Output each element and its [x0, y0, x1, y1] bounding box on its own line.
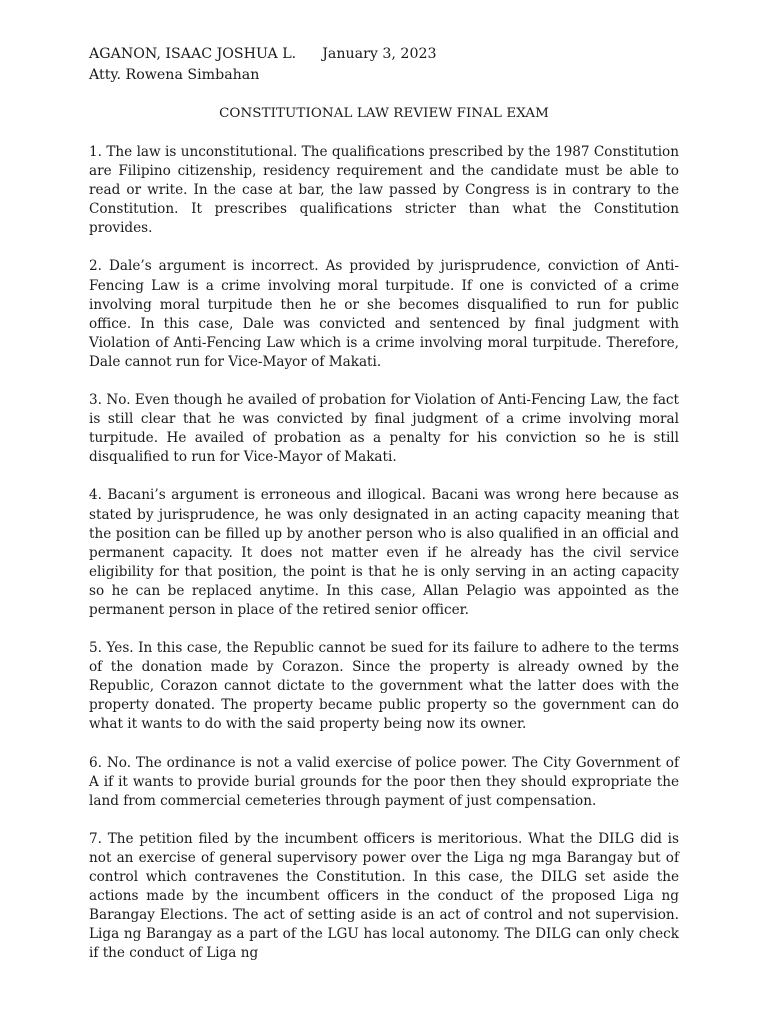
- answer-7: 7. The petition filed by the incumbent officers is meritorious. What the DILG did is not an exercise of general supervisory power over the Liga ng mga Barangay but of control which contravenes the Constitution. In this case, the DILG set aside the actions made by the incumbent officers in the conduct of the proposed Liga ng Barangay Elections. The act of setting aside is an act of control and not supervision. Liga ng Barangay as a part of the LGU has local autonomy. The DILG can only check if the conduct of Liga ng: [89, 830, 679, 962]
- exam-date: January 3, 2023: [322, 46, 437, 62]
- instructor-name: Atty. Rowena Simbahan: [89, 67, 260, 83]
- answer-4: 4. Bacani’s argument is erroneous and illogical. Bacani was wrong here because as stated by jurisprudence, he was only designated in an acting capacity meaning that the position can be filled up by another person who is also qualified in an official and permanent capacity. It does not matter even if he already has the civil service eligibility for that position, the point is that he is only serving in an acting capacity so he can be replaced anytime. In this case, Allan Pelagio was appointed as the permanent person in place of the retired senior officer.: [89, 487, 679, 618]
- student-name: AGANON, ISAAC JOSHUA L.: [89, 46, 297, 62]
- answer-1: 1. The law is unconstitutional. The qualifications prescribed by the 1987 Constitution are Filipino citizenship, residency requirement and the candidate must be able to read or write. In the case at bar, the law passed by Congress is in contrary to the Constitution. It prescribes qualifications stricter than what the Constitution provides.: [89, 144, 679, 237]
- header-name-date: [89, 44, 679, 65]
- answer-2: 2. Dale’s argument is incorrect. As provided by jurisprudence, conviction of Anti-Fencing Law is a crime involving moral turpitude. If one is convicted of a crime involving moral turpitude then he or she becomes disqualified to run for public office. In this case, Dale was convicted and sentenced by final judgment with Violation of Anti-Fencing Law which is a crime involving moral turpitude. Therefore, Dale cannot run for Vice-Mayor of Makati.: [89, 258, 679, 370]
- exam-document: [89, 44, 679, 982]
- answer-3: 3. No. Even though he availed of probation for Violation of Anti-Fencing Law, the fact is still clear that he was convicted by final judgment of a crime involving moral turpitude. He availed of probation as a penalty for his conviction so he is still disqualified to run for Vice-Mayor of Makati.: [89, 392, 679, 466]
- answer-6: 6. No. The ordinance is not a valid exercise of police power. The City Government of A if it wants to provide burial grounds for the poor then they should expropriate the land from commercial cemeteries through payment of just compensation.: [89, 754, 679, 809]
- answer-5: 5. Yes. In this case, the Republic cannot be sued for its failure to adhere to the terms of the donation made by Corazon. Since the property is already owned by the Republic, Corazon cannot dictate to the government what the latter does with the property donated. The property became public property so the government can do what it wants to do with the said property being now its owner.: [89, 640, 679, 733]
- exam-title: CONSTITUTIONAL LAW REVIEW FINAL EXAM: [219, 106, 549, 121]
